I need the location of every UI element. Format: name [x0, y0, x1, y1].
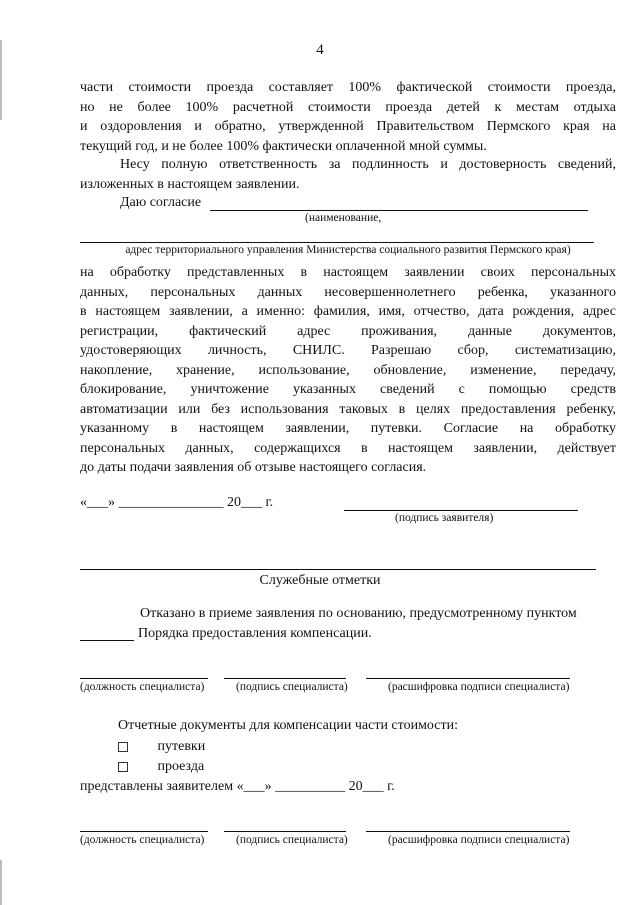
- paragraph-responsibility: [80, 155, 616, 194]
- text-line: накопление, хранение, использование, обновление, изменение, передачу,: [80, 362, 616, 378]
- caption-address: адрес территориального управления Министерства социального развития Пермского края): [125, 244, 571, 256]
- text-line: текущий год, и не более 100% фактически оплаченной мной суммы.: [80, 138, 487, 154]
- scan-edge-mark: [0, 860, 2, 905]
- text-line: персональных данных, содержащихся в настоящем заявлении, действует: [80, 440, 616, 456]
- refusal-text-line2: Порядка предоставления компенсации.: [138, 626, 372, 641]
- option-voucher[interactable]: [118, 739, 205, 755]
- text-line: но не более 100% расчетной стоимости проезда детей к местам отдыха: [80, 99, 616, 115]
- text-line: данных, персональных данных несовершеннолетнего ребенка, указанного: [80, 284, 616, 300]
- position-line[interactable]: [80, 831, 208, 832]
- text-line: указанному в настоящем заявлении, путевки. Согласие на обработку: [80, 421, 616, 436]
- decoding-caption: (расшифровка подписи специалиста): [388, 681, 570, 693]
- service-title: Служебные отметки: [259, 573, 381, 588]
- text-line: в настоящем заявлении, а именно: фамилия, имя, отчество, дата рождения, адрес: [80, 304, 616, 319]
- checkbox[interactable]: [118, 762, 128, 772]
- date-field[interactable]: «___» _______________ 20___ г.: [80, 495, 274, 510]
- position-caption: (должность специалиста): [80, 834, 205, 846]
- applicant-signature-line[interactable]: [344, 510, 578, 511]
- consent-label: Даю согласие: [120, 195, 202, 210]
- text-line: регистрации, фактический адрес проживания, данные документов,: [80, 323, 616, 339]
- section-divider: [80, 569, 596, 570]
- signature-caption: (подпись специалиста): [236, 834, 348, 846]
- address-fill-line[interactable]: [80, 242, 594, 243]
- page-number: 4: [316, 42, 324, 58]
- text-line: изложенных в настоящем заявлении.: [80, 176, 300, 192]
- decoding-line[interactable]: [366, 678, 570, 679]
- checkbox[interactable]: [118, 742, 128, 752]
- applicant-signature-caption: (подпись заявителя): [395, 512, 494, 524]
- paragraph-cost: [80, 78, 616, 156]
- refusal-clause-field[interactable]: [80, 640, 134, 641]
- submitted-date-field[interactable]: представлены заявителем «___» __________ 20___ г.: [80, 779, 395, 794]
- text-line: на обработку представленных в настоящем заявлении своих персональных: [80, 265, 616, 280]
- consent-fill-line[interactable]: [210, 210, 588, 211]
- text-line: до даты подачи заявления об отзыве настоящего согласия.: [80, 460, 427, 475]
- text-line: части стоимости проезда составляет 100% фактической стоимости проезда,: [80, 80, 616, 95]
- text-line: удостоверяющих личность, СНИЛС. Разрешаю сбор, систематизацию,: [80, 343, 616, 358]
- decoding-line[interactable]: [366, 831, 570, 832]
- refusal-text-line1: Отказано в приеме заявления по основанию, предусмотренному пунктом: [140, 606, 577, 621]
- decoding-caption: (расшифровка подписи специалиста): [388, 834, 570, 846]
- option-label: путевки: [157, 739, 206, 754]
- docs-heading: Отчетные документы для компенсации части стоимости:: [118, 718, 458, 733]
- position-caption: (должность специалиста): [80, 681, 205, 693]
- text-line: и оздоровления и обратно, утвержденной Правительством Пермского края на: [80, 119, 616, 134]
- signature-line[interactable]: [224, 831, 346, 832]
- option-label: проезда: [157, 759, 205, 774]
- position-line[interactable]: [80, 678, 208, 679]
- signature-line[interactable]: [224, 678, 346, 679]
- signature-caption: (подпись специалиста): [236, 681, 348, 693]
- text-line: автоматизации или без использования таковых в целях предоставления ребенку,: [80, 401, 616, 417]
- caption-name: (наименование,: [305, 212, 382, 224]
- option-travel[interactable]: [118, 759, 204, 775]
- text-line: блокирование, уничтожение указанных сведений с помощью средств: [80, 382, 616, 397]
- paragraph-personal-data: [80, 263, 616, 478]
- text-line: Несу полную ответственность за подлинность и достоверность сведений,: [120, 157, 616, 172]
